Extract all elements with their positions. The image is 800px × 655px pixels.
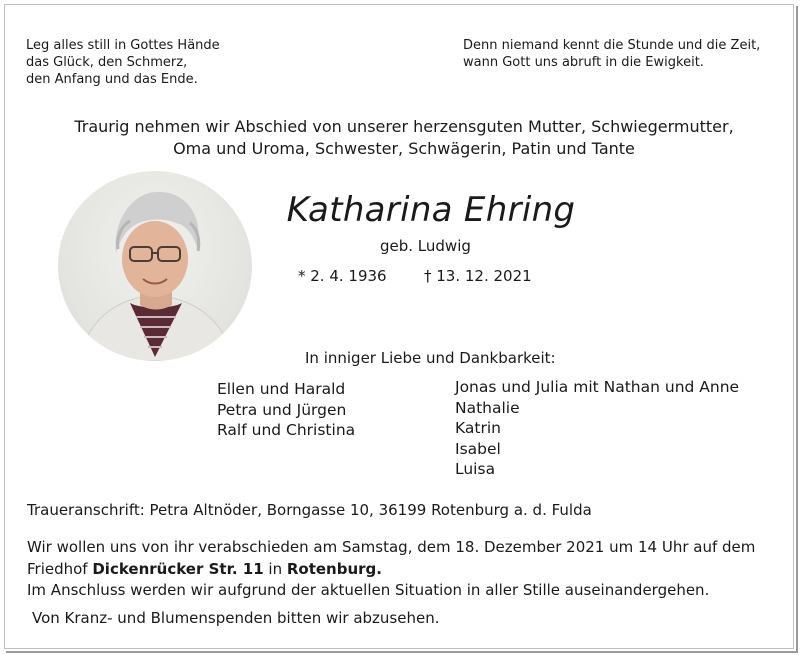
service-location-line [27, 559, 787, 581]
service-text: Friedhof [27, 559, 93, 578]
service-text: in [263, 559, 287, 578]
mourning-address: Traueranschrift: Petra Altnöder, Borngasse 10, 36199 Rotenburg a. d. Fulda [27, 501, 592, 519]
verse-left [26, 37, 220, 88]
cemetery-address: Dickenrücker Str. 11 [92, 559, 264, 578]
verse-left-line: den Anfang und das Ende. [26, 72, 198, 87]
mourners-left [217, 379, 355, 441]
mourners-right [455, 377, 739, 480]
mourner-name: Ellen und Harald [217, 380, 346, 398]
portrait-photo [58, 171, 252, 361]
verse-right-line: Denn niemand kennt die Stunde und die Zeit, [463, 38, 761, 53]
mourner-name: Nathalie [455, 398, 520, 417]
mourner-name: Petra und Jürgen [217, 400, 347, 419]
mourner-name: Isabel [455, 439, 501, 458]
verse-left-line: das Glück, den Schmerz, [26, 55, 188, 70]
death-date: † 13. 12. 2021 [424, 267, 532, 285]
mourner-name: Jonas und Julia mit Nathan und Anne [455, 378, 740, 396]
intro-text [16, 116, 792, 160]
mourner-name: Ralf und Christina [217, 421, 356, 439]
birth-name: geb. Ludwig [380, 237, 471, 255]
mourner-name: Luisa [455, 460, 496, 478]
service-line: Wir wollen uns von ihr verabschieden am Samstag, dem 18. Dezember 2021 um 14 Uhr auf dem [27, 538, 756, 556]
service-line: Im Anschluss werden wir aufgrund der aktuellen Situation in aller Stille auseinandergehen. [27, 581, 710, 599]
intro-line: Oma und Uroma, Schwester, Schwägerin, Patin und Tante [173, 139, 635, 158]
verse-right-line: wann Gott uns abruft in die Ewigkeit. [463, 55, 704, 70]
portrait-illustration [58, 171, 252, 361]
birth-date: * 2. 4. 1936 [298, 267, 387, 285]
verse-right [463, 37, 760, 71]
mourner-name: Katrin [455, 419, 501, 437]
flowers-request: Von Kranz- und Blumenspenden bitten wir abzusehen. [32, 609, 440, 627]
cemetery-town: Rotenburg. [286, 559, 382, 578]
verse-left-line: Leg alles still in Gottes Hände [26, 38, 220, 53]
deceased-name: Katharina Ehring [286, 190, 576, 230]
gratitude-line: In inniger Liebe und Dankbarkeit: [305, 349, 556, 367]
intro-line: Traurig nehmen wir Abschied von unserer herzensguten Mutter, Schwiegermutter, [74, 117, 734, 136]
funeral-service-info [27, 537, 787, 602]
